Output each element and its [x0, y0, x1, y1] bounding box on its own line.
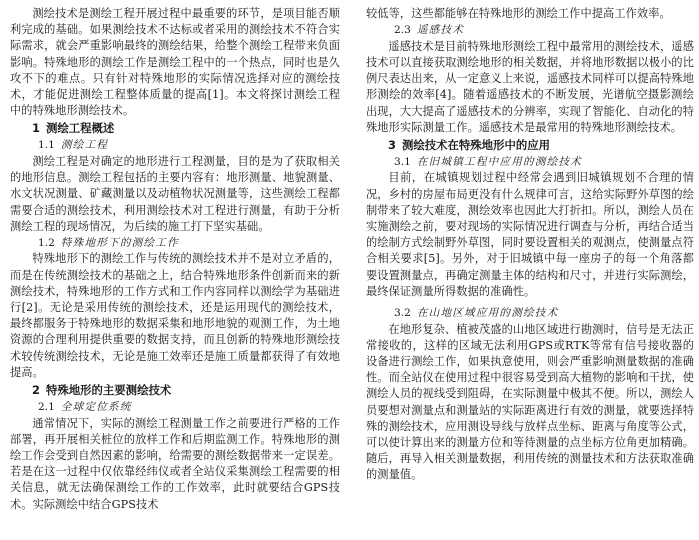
- section-2-heading: [10, 382, 340, 399]
- subsection-title: 特殊地形下的测绘工作: [60, 236, 179, 249]
- continued-paragraph: 较低等，这些都能够在特殊地形的测绘工作中提高工作效率。: [366, 7, 671, 20]
- right-column: [366, 6, 694, 484]
- subsection-2-3-heading: [366, 22, 694, 39]
- subsection-2-1-paragraph: 通常情况下，实际的测绘工程测量工作之前要进行严格的工作部署，再开展相关桩位的放样工作和后期监测工作。特殊地形的测绘工作会受到自然因素的影响，给需要的测绘数据带来一定误差。若是在这一过程中仅依靠经纬仪或者全站仪采集测绘工程需要的相关信息，就无法确保测绘工作的工作效率，此时就要结合GPS技术。实际测绘中结合GPS技术: [10, 416, 340, 511]
- section-1-heading: [10, 120, 340, 137]
- subsection-number: 1.1: [38, 139, 55, 152]
- subsection-number: 2.3: [394, 24, 411, 37]
- section-number: 1: [32, 121, 40, 136]
- subsection-number: 1.2: [38, 236, 55, 249]
- subsection-title: 在山地区域应用的测绘技术: [416, 307, 559, 320]
- subsection-title: 在旧城镇工程中应用的测绘技术: [416, 155, 582, 168]
- subsection-number: 2.1: [38, 401, 55, 414]
- section-number: 2: [32, 383, 40, 398]
- subsection-title: 测绘工程: [60, 139, 109, 152]
- subsection-title: 遥感技术: [416, 24, 465, 37]
- section-3-heading: [366, 137, 694, 154]
- subsection-number: 3.2: [394, 307, 411, 320]
- subsection-1-1-heading: [10, 137, 340, 154]
- subsection-2-3-paragraph: 遥感技术是目前特殊地形测绘工程中最常用的测绘技术，遥感技术可以直接获取测绘地形的相关数据，并将地形数据以极小的比例尺表达出来，从一定意义上来说，遥感技术同样可以提高特殊地形测绘的效率[4]。随着遥感技术的不断发展，光谱航空摄影测绘出现，大大提高了遥感技术的分辨率，实现了智能化、自动化的特殊地形实际测量工作。遥感技术是最常用的特殊地形测绘技术。: [366, 39, 694, 134]
- section-title: 测绘技术在特殊地形中的应用: [401, 137, 551, 152]
- subsection-1-2-heading: [10, 235, 340, 252]
- section-title: 测绘工程概述: [45, 121, 115, 136]
- section-number: 3: [388, 137, 396, 152]
- section-title: 特殊地形的主要测绘技术: [45, 383, 172, 398]
- left-column: [10, 6, 340, 513]
- subsection-1-1-paragraph: 测绘工程是对确定的地形进行工程测量，目的是为了获取相关的地形信息。测绘工程包括的主要内容有：地形测量、地貌测量、水文状况测量、矿藏测量以及动植物状况测量等，这些测绘工程都需要合适的测绘技术，利用测绘技术对工程进行测量，有助于分析测绘工程的现场情况，为后续的施工打下坚实基础。: [10, 154, 340, 233]
- intro-paragraph: 测绘技术是测绘工程开展过程中最重要的环节，是项目能否顺利完成的基础。如果测绘技术不达标或者采用的测绘技术不符合实际需求，就会严重影响最终的测绘结果，给整个测绘工程带来负面影响。特殊地形的测绘工作是测绘工程中的一个热点，同时也是久攻不下的难点。只有针对特殊地形的实际情况选择对应的测绘技术，才能促进测绘工程整体质量的提高[1]。本文将探讨测绘工程中的特殊地形测绘技术。: [10, 7, 340, 118]
- subsection-3-2-heading: [366, 305, 694, 322]
- subsection-1-2-paragraph: 特殊地形下的测绘工作与传统的测绘技术并不是对立矛盾的，而是在传统测绘技术的基础之上，结合特殊地形条件创新而来的新测绘技术，特殊地形的工作方式和工作内容同样以测绘学为基础进行[2]。无论是采用传统的测绘技术，还是运用现代的测绘技术，最终都服务于特殊地形的数据采集和地形地貌的观测工作，为土地资源的合理利用提供重要的数据支持，而且创新的特殊地形测绘技术较传统测绘技术，无论是施工效率还是施工质量都获得了有效地提高。: [10, 252, 340, 379]
- subsection-title: 全球定位系统: [60, 401, 132, 414]
- subsection-3-1-paragraph: 目前，在城镇规划过程中经常会遇到旧城镇规划不合理的情况，乡村的房屋布局更没有什么规律可言，这给实际野外草图的绘制带来了较大难度，测绘效率也因此大打折扣。所以，测绘人员在实施测绘之前，要对现场的实际情况进行调查与分析，再结合适当的绘制方式绘制野外草图，同时要设置相关的观测点，使测量点符合相关要求[5]。另外，对于旧城镇中每一座房子的每一个角落都要设置测量点，再确定测量主体的结构和尺寸，并进行实际测绘，最终保证测量所得数据的准确性。: [366, 171, 694, 298]
- subsection-2-1-heading: [10, 399, 340, 416]
- subsection-3-1-heading: [366, 154, 694, 171]
- subsection-3-2-paragraph: 在地形复杂、植被茂盛的山地区域进行勘测时，信号是无法正常接收的，这样的区域无法利用GPS或RTK等常有信号接收器的设备进行测绘工作，如果执意使用，则会严重影响测量数据的准确性。而全站仪在使用过程中很容易受到高大植物的影响和干扰，使测绘人员的视线受到阻碍，在实际测量中极其不便。所以，测绘人员要想对测量点和测量站的实际距离进行有效的测量，就要选择特殊的测绘技术，应用测设导线与放样点坐标、距离与角度等公式，可以使计算出来的测量方位和等待测量的点坐标方位角更加精确。随后，再导入相关测量数据，利用传统的测量技术和方法获取准确的测量值。: [366, 322, 694, 482]
- subsection-number: 3.1: [394, 155, 411, 168]
